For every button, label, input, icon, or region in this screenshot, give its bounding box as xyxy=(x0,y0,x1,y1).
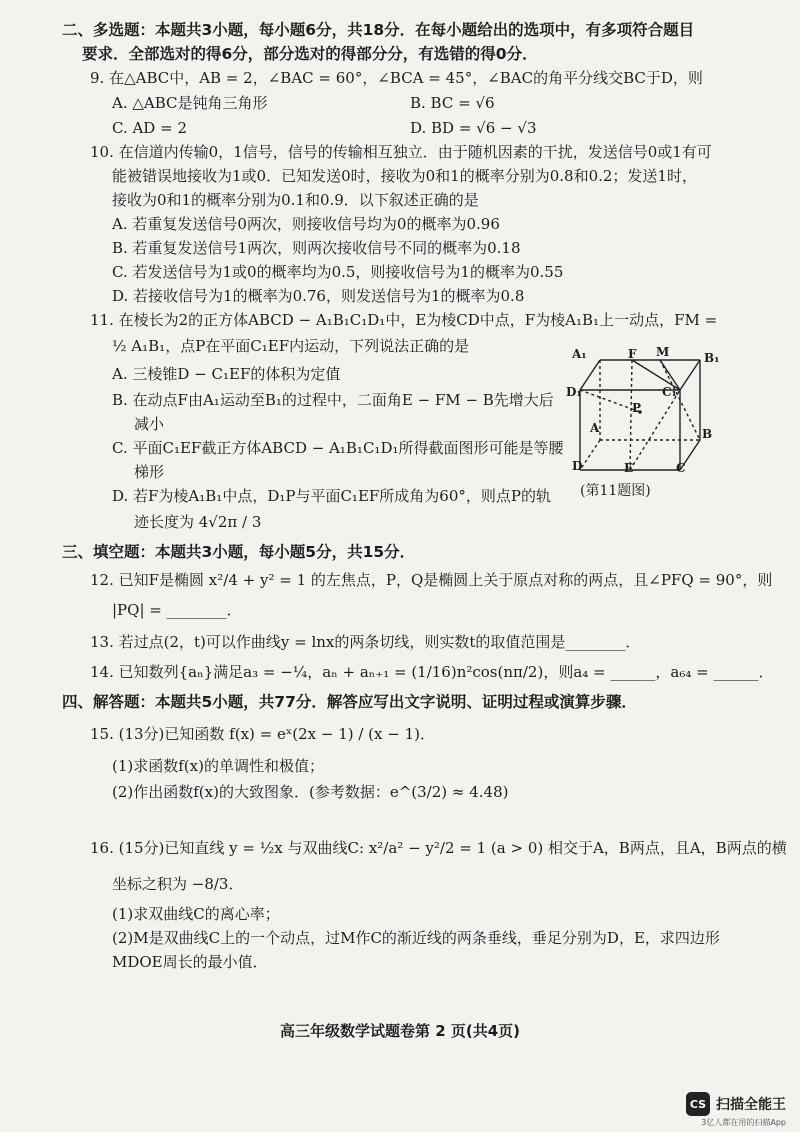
q11-line1: 11. 在棱长为2的正方体ABCD − A₁B₁C₁D₁中，E为棱CD中点，F为棱A₁B₁上一动点，FM = xyxy=(90,311,718,329)
fig-label-f: F xyxy=(628,347,637,361)
q11-option-b-cont: 减小 xyxy=(134,415,165,433)
scanner-logo-icon: CS xyxy=(686,1092,710,1116)
q9-option-c: C. AD = 2 xyxy=(112,119,187,137)
fig-label-c: C xyxy=(676,461,686,475)
fill-section-header: 三、填空题：本题共3小题，每小题5分，共15分． xyxy=(62,543,416,561)
q9-option-b: B. BC = √6 xyxy=(410,94,495,112)
q12-line2: |PQ| = ________． xyxy=(112,601,242,619)
q15-stem: 15. (13分)已知函数 f(x) = eˣ(2x − 1) / (x − 1)． xyxy=(90,725,435,743)
fig-label-d1: D₁ xyxy=(566,385,582,399)
figure-caption: (第11题图) xyxy=(580,483,651,499)
q11-option-c: C. 平面C₁EF截正方体ABCD − A₁B₁C₁D₁所得截面图形可能是等腰 xyxy=(112,439,564,457)
q9-stem: 9. 在△ABC中，AB = 2，∠BAC = 60°，∠BCA = 45°，∠BAC的角平分线交BC于D，则 xyxy=(90,69,703,87)
multi-choice-section-header: 二、多选题：本题共3小题，每小题6分，共18分．在每小题给出的选项中，有多项符合题目 xyxy=(62,21,695,39)
multi-choice-section-header-cont: 要求．全部选对的得6分，部分选对的得部分分，有选错的得0分． xyxy=(82,45,538,63)
q14: 14. 已知数列{aₙ}满足a₃ = −¼，aₙ + aₙ₊₁ = (1/16)n²cos(nπ/2)，则a₄ = ______，a₆₄ = ______． xyxy=(90,663,774,681)
q16-part2-cont: MDOE周长的最小值． xyxy=(112,953,268,971)
q10-option-d: D. 若接收信号为1的概率为0.76，则发送信号为1的概率为0.8 xyxy=(112,287,525,305)
q10-option-b: B. 若重复发送信号1两次，则两次接收信号不同的概率为0.18 xyxy=(112,239,521,257)
q16-stem-cont: 坐标之积为 −8/3． xyxy=(112,875,244,893)
page-footer: 高三年级数学试题卷第 2 页(共4页) xyxy=(279,1022,521,1040)
q11-option-a: A. 三棱锥D − C₁EF的体积为定值 xyxy=(112,365,341,383)
q12-line1: 12. 已知F是椭圆 x²/4 + y² = 1 的左焦点，P，Q是椭圆上关于原点对称的两点，且∠PFQ = 90°，则 xyxy=(90,571,773,589)
fig-label-a: A xyxy=(590,421,600,435)
q11-option-b: B. 在动点F由A₁运动至B₁的过程中，二面角E − FM − B先增大后 xyxy=(112,391,554,409)
cube-figure xyxy=(560,340,720,500)
solve-section-header: 四、解答题：本题共5小题，共77分．解答应写出文字说明、证明过程或演算步骤． xyxy=(62,693,637,711)
q15-part2: (2)作出函数f(x)的大致图象．(参考数据：e^(3/2) ≈ 4.48) xyxy=(112,783,509,801)
fig-label-c1: C₁ xyxy=(662,385,677,399)
fig-label-m: M xyxy=(656,345,670,359)
q10-option-a: A. 若重复发送信号0两次，则接收信号均为0的概率为0.96 xyxy=(112,215,500,233)
fig-label-b1: B₁ xyxy=(704,351,720,365)
q11-option-d: D. 若F为棱A₁B₁中点，D₁P与平面C₁EF所成角为60°，则点P的轨 xyxy=(112,487,551,505)
fig-label-d: D xyxy=(572,459,583,473)
q16-part1: (1)求双曲线C的离心率； xyxy=(112,905,280,923)
q15-part1: (1)求函数f(x)的单调性和极值； xyxy=(112,757,324,775)
fig-label-a1: A₁ xyxy=(572,347,587,361)
scanner-app-name: 扫描全能王 xyxy=(716,1097,786,1113)
fig-label-b: B xyxy=(702,427,713,441)
scanner-tagline: 3亿人都在用的扫描App xyxy=(701,1118,786,1127)
q16-stem: 16. (15分)已知直线 y = ½x 与双曲线C: x²/a² − y²/2 = 1 (a > 0) 相交于A，B两点，且A，B两点的横 xyxy=(90,839,787,857)
q11-option-c-cont: 梯形 xyxy=(134,463,165,481)
q10-line1: 10. 在信道内传输0，1信号，信号的传输相互独立．由于随机因素的干扰，发送信号0或1有可 xyxy=(90,143,712,161)
q9-option-d: D. BD = √6 − √3 xyxy=(410,119,537,137)
q13: 13. 若过点(2，t)可以作曲线y = lnx的两条切线，则实数t的取值范围是________． xyxy=(90,633,641,651)
fig-label-p: P xyxy=(632,401,642,415)
q10-line3: 接收为0和1的概率分别为0.1和0.9．以下叙述正确的是 xyxy=(112,191,479,209)
q11-option-d-cont: 迹长度为 4√2π / 3 xyxy=(134,513,262,531)
q9-option-a: A. △ABC是钝角三角形 xyxy=(112,94,268,112)
fig-label-e: E xyxy=(624,461,634,475)
q16-part2: (2)M是双曲线C上的一个动点，过M作C的渐近线的两条垂线，垂足分别为D，E，求四边形 xyxy=(112,929,720,947)
q10-option-c: C. 若发送信号为1或0的概率均为0.5，则接收信号为1的概率为0.55 xyxy=(112,263,564,281)
q10-line2: 能被错误地接收为1或0．已知发送0时，接收为0和1的概率分别为0.8和0.2；发送1时， xyxy=(112,167,697,185)
scanner-watermark xyxy=(686,1092,786,1116)
q11-line2: ½ A₁B₁，点P在平面C₁EF内运动，下列说法正确的是 xyxy=(112,337,470,355)
